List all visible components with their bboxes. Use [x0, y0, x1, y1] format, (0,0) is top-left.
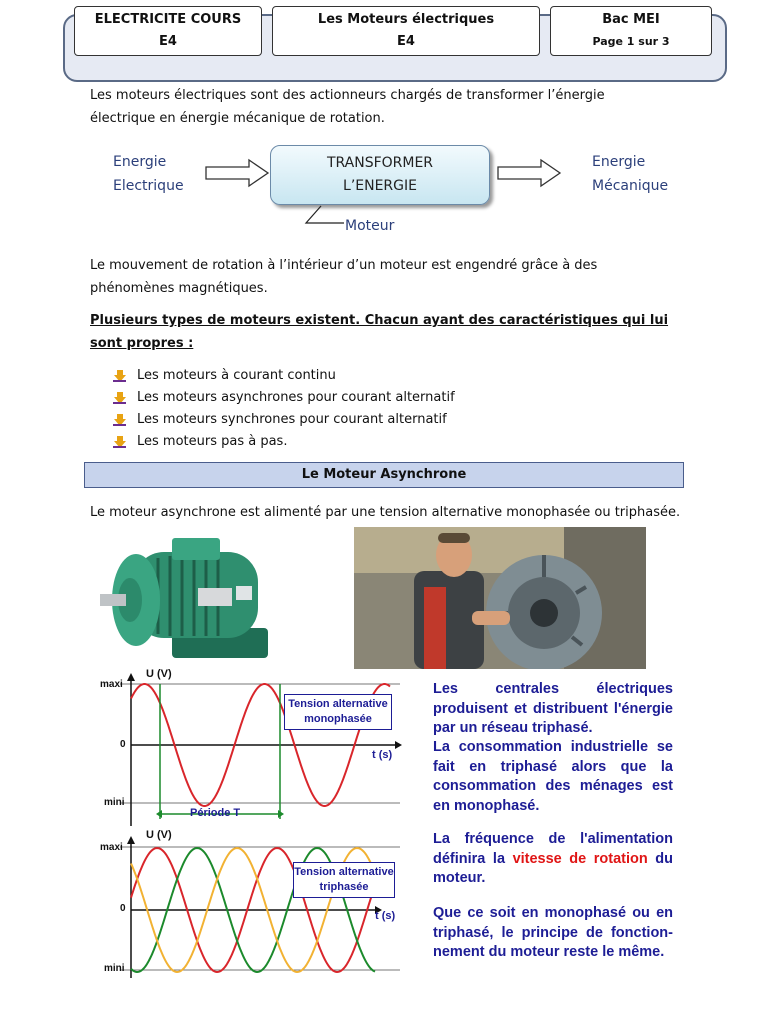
arrow-bullet-icon: [113, 370, 127, 382]
diagram-input-line1: Energie: [113, 154, 167, 170]
period-label: Période T: [190, 807, 241, 819]
list-item: [113, 409, 633, 431]
explanation-p3-highlight: vitesse de rotation: [512, 850, 648, 867]
explanation-p3-start: La fréquence de l'alimentation définira la: [433, 831, 673, 867]
header-topic-title: Les Moteurs électriques: [317, 12, 495, 27]
graph1-legend: [284, 694, 392, 730]
explanation-p4: Que ce soit en monophasé ou en triphasé, le principe de fonction-nement du moteur reste le même.: [433, 905, 673, 960]
header-page-number: Page 1 sur 3: [592, 35, 670, 48]
callout-line: [300, 205, 346, 231]
graph2-legend-line2: triphasée: [319, 881, 369, 893]
y-arrow-icon: [127, 673, 135, 681]
motor-types-list: [113, 365, 633, 453]
explanation-p1: Les centrales électriques produisent et distribuent l'énergie par un réseau triphasé.: [433, 681, 673, 736]
arrow-right-icon: [205, 158, 271, 188]
arrow-bullet-icon: [113, 414, 127, 426]
diagram-output-line2: Mécanique: [592, 178, 669, 194]
arrow-bullet-icon: [113, 436, 127, 448]
graph2-legend: [293, 862, 395, 898]
header-course-cell: [74, 6, 262, 56]
list-item: [113, 365, 633, 387]
arrow-right-icon: [497, 158, 563, 188]
graph2-legend-line1: Tension alternative: [294, 866, 394, 878]
list-item: [113, 431, 633, 453]
header-level: Bac MEI: [602, 12, 660, 27]
diagram-input-label: [113, 150, 184, 198]
async-paragraph: Le moteur asynchrone est alimenté par une tension alternative monophasée ou triphasée.: [90, 505, 681, 520]
list-item-label: Les moteurs à courant continu: [137, 368, 336, 383]
three-phase-graph: [100, 830, 405, 980]
graph1-legend-line2: monophasée: [304, 713, 372, 725]
header-level-cell: [550, 6, 712, 56]
section-title: Le Moteur Asynchrone: [84, 462, 684, 488]
header-topic-code: E4: [397, 34, 415, 49]
diagram-box-line2: L’ENERGIE: [343, 178, 417, 194]
graph1-tick-max: maxi: [100, 679, 123, 690]
graph1-x-label: t (s): [372, 749, 393, 761]
header-course-code: E4: [159, 34, 177, 49]
x-arrow-icon: [395, 741, 402, 749]
explanation-p3-end: du moteur.: [433, 850, 673, 886]
list-item-label: Les moteurs pas à pas.: [137, 434, 288, 449]
intro-paragraph: Les moteurs électriques sont des actionneurs chargés de transformer l’énergie électrique en énergie mécanique de rotation.: [90, 88, 605, 126]
diagram-input-line2: Electrique: [113, 178, 184, 194]
graph2-tick-min: mini: [104, 963, 125, 974]
y-arrow-icon: [127, 836, 135, 844]
graph2-tick-zero: 0: [120, 903, 126, 914]
diagram-callout: Moteur: [345, 218, 395, 234]
graph1-legend-line1: Tension alternative: [288, 698, 388, 710]
graph2-x-label: t (s): [375, 910, 396, 922]
diagram-box-line1: TRANSFORMER: [326, 155, 434, 171]
graph1-y-label: U (V): [146, 668, 172, 680]
diagram-output-line1: Energie: [592, 154, 646, 170]
diagram-transform-box: [270, 145, 490, 205]
header-topic-cell: [272, 6, 540, 56]
graph1-tick-min: mini: [104, 797, 125, 808]
rotation-paragraph: Le mouvement de rotation à l’intérieur d’un moteur est engendré grâce à des phénomènes magnétiques.: [90, 258, 598, 296]
single-phase-graph: [100, 667, 405, 827]
explanation-p3: [433, 830, 673, 889]
graph2-y-label: U (V): [146, 829, 172, 841]
types-heading: Plusieurs types de moteurs existent. Chacun ayant des caractéristiques qui lui sont propres :: [90, 313, 669, 351]
list-item: [113, 387, 633, 409]
list-item-label: Les moteurs asynchrones pour courant alternatif: [137, 390, 455, 405]
arrow-bullet-icon: [113, 392, 127, 404]
list-item-label: Les moteurs synchrones pour courant alternatif: [137, 412, 447, 427]
workshop-photo: [354, 527, 646, 669]
graph2-tick-max: maxi: [100, 842, 123, 853]
graph1-tick-zero: 0: [120, 739, 126, 750]
diagram-output-label: [592, 150, 668, 198]
header-course-title: ELECTRICITE COURS: [94, 12, 242, 27]
motor-photo: [98, 528, 278, 665]
explanation-p2: La consommation industrielle se fait en triphasé alors que la consommation des ménages est en monophasé.: [433, 739, 673, 814]
